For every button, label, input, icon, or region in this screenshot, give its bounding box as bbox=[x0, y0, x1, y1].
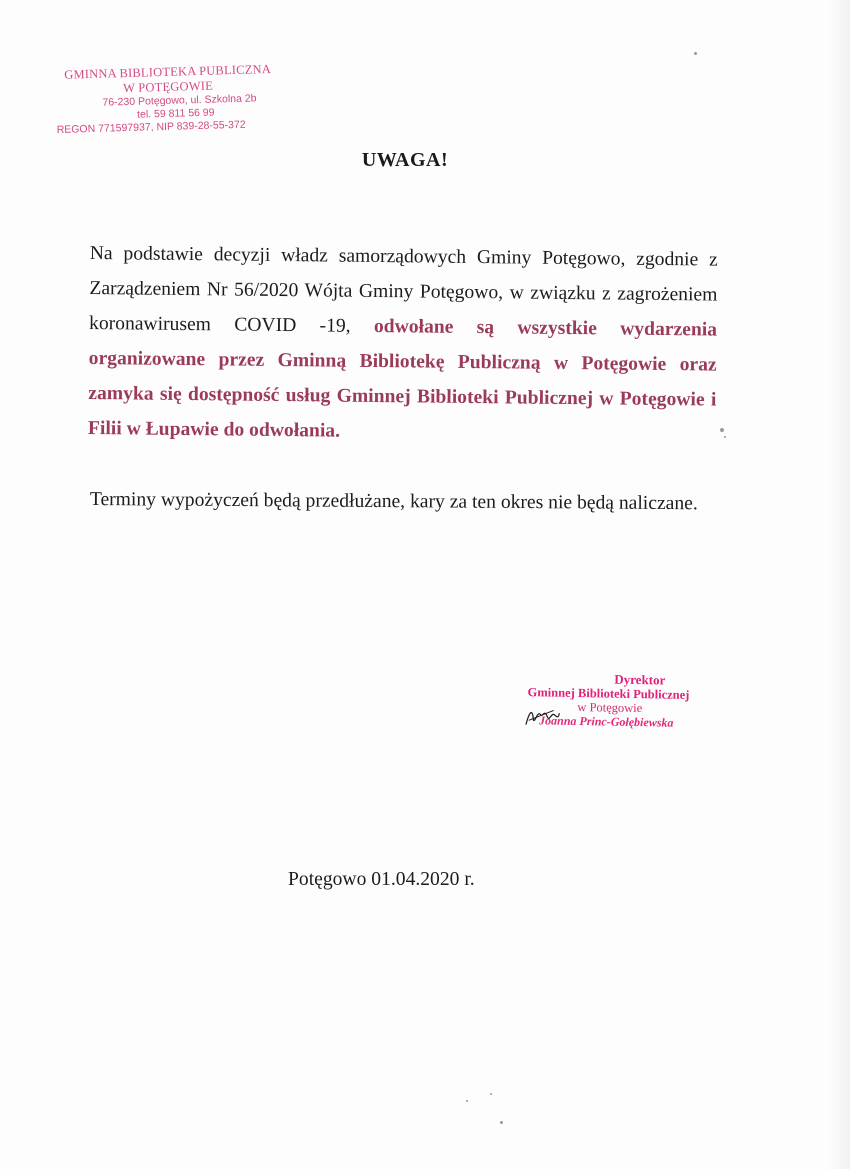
handwritten-signature-icon bbox=[523, 704, 561, 731]
signature-place: w Potęgowie bbox=[577, 700, 643, 716]
paragraph-1-highlight: odwołane są wszystkie wydarzenia organizowane przez Gminną Bibliotekę Publiczną w Potęgowie oraz zamyka się dostępność usług Gminnej Biblioteki Publicznej w Potęgowie i Filii w Łupawie do odwołania. bbox=[87, 315, 718, 442]
scan-speck bbox=[724, 436, 726, 438]
signature-organization: Gminnej Biblioteki Publicznej bbox=[527, 685, 690, 702]
stamp-line-regon-nip: REGON 771597937, NIP 839-28-55-372 bbox=[56, 118, 246, 136]
director-signature-stamp bbox=[519, 670, 710, 730]
signature-title: Dyrektor bbox=[614, 671, 666, 688]
scan-speck bbox=[720, 428, 724, 432]
place-and-date: Potęgowo 01.04.2020 r. bbox=[288, 869, 475, 890]
scan-edge bbox=[828, 0, 850, 1169]
notice-paragraph-1 bbox=[88, 236, 718, 453]
scan-speck bbox=[490, 1093, 492, 1095]
signature-name: Joanna Princ-Gołębiewska bbox=[539, 713, 674, 730]
library-header-stamp bbox=[55, 62, 282, 137]
stamp-line-library-name: GMINNA BIBLIOTEKA PUBLICZNA bbox=[64, 61, 272, 82]
stamp-line-town: W POTĘGOWIE bbox=[122, 78, 214, 96]
stamp-line-phone: tel. 59 811 56 99 bbox=[136, 106, 215, 121]
scan-speck bbox=[466, 1100, 468, 1102]
notice-title: UWAGA! bbox=[361, 149, 449, 171]
paragraph-1-text: Na podstawie decyzji władz samorządowych Gminy Potęgowo, zgodnie z Zarządzeniem Nr 56/2020 Wójta Gminy Potęgowo, w związku z zagrożeniem koronawirusem COVID -19, bbox=[88, 242, 718, 337]
scan-speck bbox=[694, 52, 697, 55]
stamp-line-address: 76-230 Potęgowo, ul. Szkolna 2b bbox=[102, 92, 257, 109]
notice-paragraph-2: Terminy wypożyczeń będą przedłużane, kary za ten okres nie będą naliczane. bbox=[89, 488, 698, 515]
scan-speck bbox=[500, 1121, 503, 1124]
